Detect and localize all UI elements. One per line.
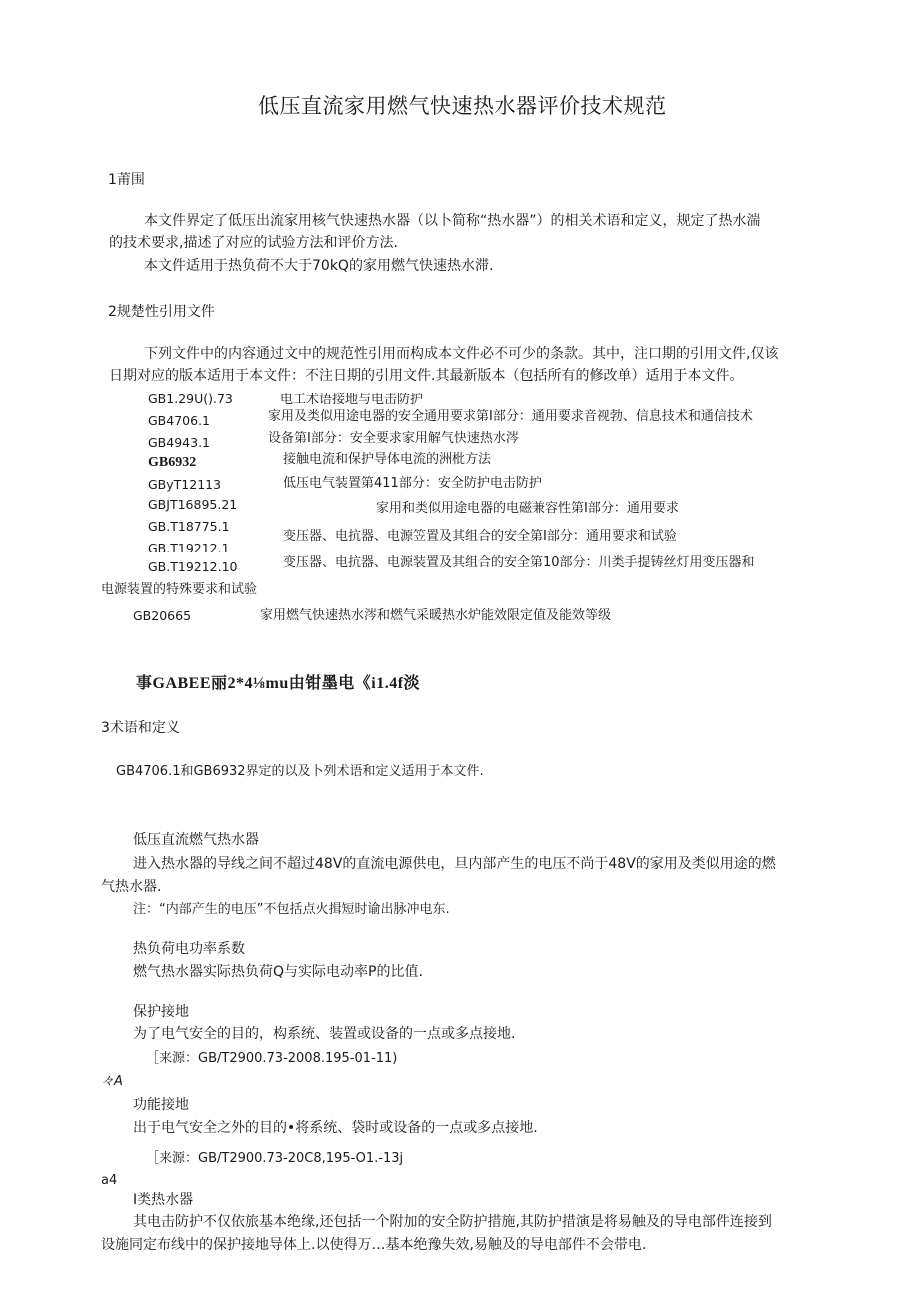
term-definition: 其电击防护不仅依旅基本绝缘,还包括一个附加的安全防护措施,其防护措演是将易触及的导电部件连接到	[133, 1214, 772, 1230]
term-name: 热负荷电功率系数	[133, 941, 245, 957]
ref-desc: 电工术语接地与电击防护	[280, 393, 424, 405]
section-2-paragraph-line-1: 下列文件中的内容通过文中的规范性引用而构成本文件必不可少的条款。其中，注口期的引用文件,仅该	[144, 346, 779, 362]
ref-code: GBJT16895.21	[148, 497, 238, 512]
term-definition-cont: 设施同定布线中的保护接地导体上.以使得万…基本绝豫失效,易触及的导电部件不会带电.	[101, 1237, 647, 1253]
section-1-paragraph-1-line-1: 本文件界定了低压出流家用核气快速热水器（以卜简称“热水器”）的相关术语和定义，规定了热水湍	[144, 213, 761, 229]
section-2-paragraph-line-2: 日期对应的版本适用于本文件：不注日期的引用文件.其最新版本（包括所有的修改单）适用于本文件。	[109, 368, 744, 384]
section-1-paragraph-1-line-2: 的技术要求,描述了对应的试验方法和评价方法.	[109, 235, 398, 251]
ref-code: GB1.29U().73	[148, 391, 233, 406]
ref-desc: 接触电流和保护导体电流的洲枇方法	[283, 452, 492, 467]
term-definition: 进入热水器的导线之间不超过48V的直流电源供电，旦内部产生的电压不尚于48V的家用及类似用途的燃	[133, 856, 776, 872]
section-3-heading: 3术语和定义	[101, 720, 180, 736]
section-1-heading: 1莆围	[108, 172, 145, 188]
ref-code: GB.T18775.1	[148, 519, 230, 534]
section-2-heading: 2规楚性引用文件	[108, 304, 215, 320]
term-definition: 燃气热水器实际热负荷Q与实际电动率P的比值.	[133, 964, 423, 980]
ref-code: GB6932	[148, 455, 197, 470]
ref-code: GB.T19212.10	[148, 559, 238, 574]
ref-desc: 变压器、电抗器、电源笠置及其组合的安全第I部分：通用要求和试验	[283, 529, 677, 544]
term-name: 保护接地	[133, 1004, 189, 1020]
ref-code: GB4943.1	[148, 435, 210, 450]
term-number-mark: a4	[101, 1173, 118, 1188]
section-3-intro: GB4706.1和GB6932界定的以及卜列术语和定义适用于本文件.	[116, 764, 484, 779]
term-definition: 出于电气安全之外的目的•将系统、袋时或设备的一点或多点接地.	[133, 1120, 538, 1136]
ref-desc: 变压器、电抗器、电源装置及其组合的安全第10部分：川类手提铸丝灯用变压器和	[283, 555, 755, 570]
ref-code: GB.T19212.1	[148, 543, 230, 552]
ref-desc: 低压电气装置第411部分：安全防护电击防护	[283, 476, 542, 491]
ref-desc: 家用燃气快速热水涔和燃气采暖热水炉能效限定值及能效等级	[260, 608, 612, 623]
term-name: I类热水器	[133, 1192, 194, 1208]
term-name: 低压直流燃气热水器	[133, 832, 259, 848]
term-note: 注：“内部产生的电压”不包括点火揖短时谕出脉冲电东.	[133, 902, 450, 917]
ref-desc: 家用和类似用途电器的电磁兼容性第I部分：通用要求	[376, 501, 679, 516]
ref-desc-continuation: 电源装置的特殊要求和试验	[101, 582, 258, 597]
document-title: 低压直流家用燃气快速热水器评价技术规范	[258, 94, 667, 118]
term-definition-cont: 气热水器.	[101, 879, 162, 895]
term-number-mark: 々A	[101, 1074, 123, 1089]
ref-code: GB20665	[133, 608, 192, 623]
term-source: ［来源：GB/T2900.73-2008.195-01-11)	[146, 1051, 398, 1066]
garbled-text-line: 事GABEE丽2*4⅛mu由钳墨电《i1.4f淡	[136, 675, 421, 692]
section-1-paragraph-2: 本文件适用于热负荷不大于70kQ的家用燃气快速热水滞.	[144, 258, 494, 274]
ref-code: GByT12113	[148, 477, 222, 492]
term-name: 功能接地	[133, 1097, 189, 1113]
ref-desc: 设备第I部分：安全要求家用解气快速热水涔	[268, 431, 519, 446]
ref-desc: 家用及类似用途电器的安全通用要求第I部分：通用要求音视勃、信息技术和通信技术	[268, 409, 753, 424]
term-definition: 为了电气安全的目的，构系统、装置或设备的一点或多点接地.	[133, 1026, 516, 1042]
ref-code: GB4706.1	[148, 413, 210, 428]
term-source: ［来源：GB/T2900.73-20C8,195-O1.-13j	[146, 1151, 404, 1166]
